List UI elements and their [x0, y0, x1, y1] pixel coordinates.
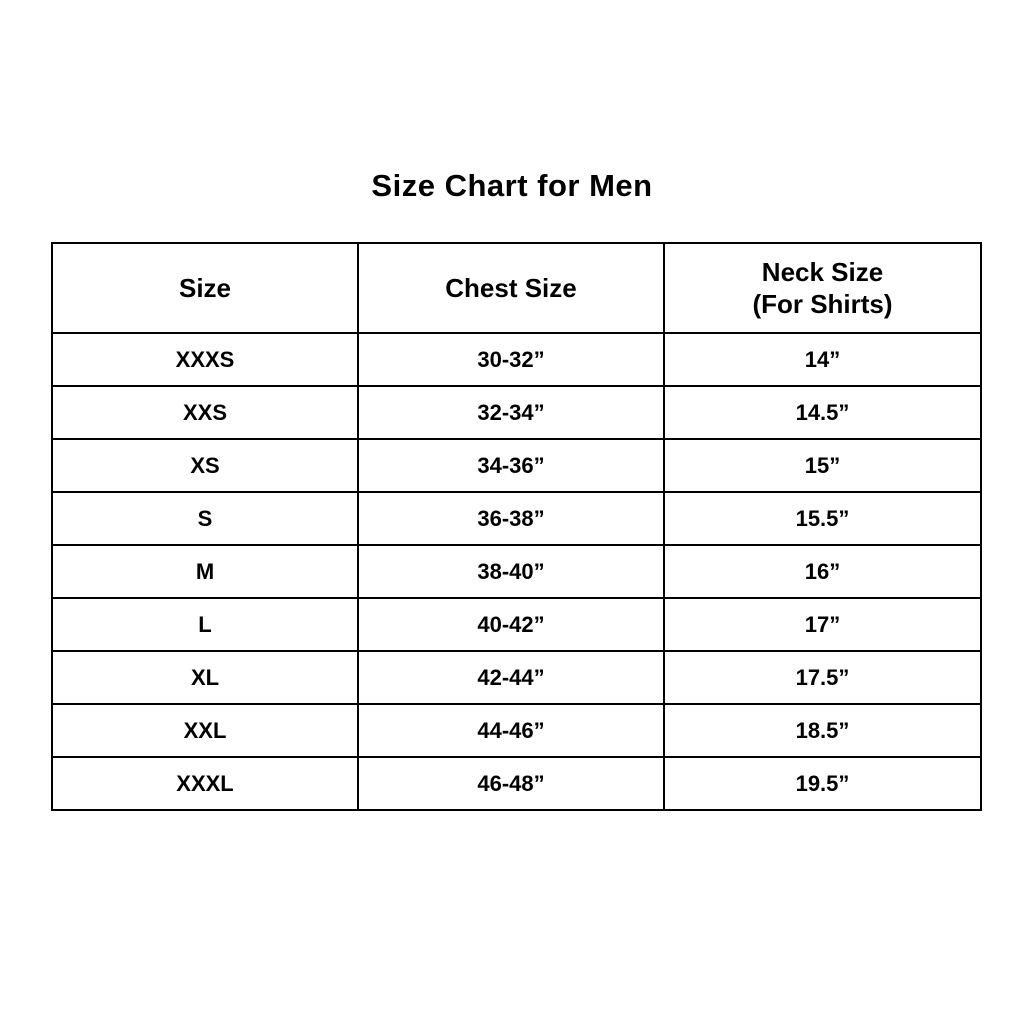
size-cell: XXL	[52, 704, 358, 757]
table-row	[52, 651, 981, 704]
neck-size-cell: 14.5”	[664, 386, 981, 439]
table-row	[52, 704, 981, 757]
table-row	[52, 757, 981, 810]
table-row	[52, 598, 981, 651]
chest-size-cell: 32-34”	[358, 386, 664, 439]
column-header-chest-label: Chest Size	[445, 272, 577, 303]
chest-size-cell: 34-36”	[358, 439, 664, 492]
column-header-neck-label-line1: Neck Size	[761, 256, 884, 287]
column-header-size	[52, 243, 358, 333]
size-cell: L	[52, 598, 358, 651]
chest-size-cell: 36-38”	[358, 492, 664, 545]
chest-size-cell: 30-32”	[358, 333, 664, 386]
neck-size-cell: 15.5”	[664, 492, 981, 545]
neck-size-cell: 19.5”	[664, 757, 981, 810]
neck-size-cell: 18.5”	[664, 704, 981, 757]
chest-size-cell: 44-46”	[358, 704, 664, 757]
size-cell: S	[52, 492, 358, 545]
table-row	[52, 545, 981, 598]
column-header-chest	[358, 243, 664, 333]
size-cell: XXXL	[52, 757, 358, 810]
neck-size-cell: 17”	[664, 598, 981, 651]
size-cell: XL	[52, 651, 358, 704]
column-header-neck-label-line2: (For Shirts)	[752, 289, 893, 319]
size-cell: XXS	[52, 386, 358, 439]
chest-size-cell: 40-42”	[358, 598, 664, 651]
size-cell: XXXS	[52, 333, 358, 386]
table-row	[52, 333, 981, 386]
table-header-row	[52, 243, 981, 333]
neck-size-cell: 17.5”	[664, 651, 981, 704]
size-cell: M	[52, 545, 358, 598]
table-row	[52, 492, 981, 545]
chest-size-cell: 46-48”	[358, 757, 664, 810]
table-row	[52, 439, 981, 492]
chest-size-cell: 42-44”	[358, 651, 664, 704]
neck-size-cell: 16”	[664, 545, 981, 598]
size-cell: XS	[52, 439, 358, 492]
neck-size-cell: 14”	[664, 333, 981, 386]
table-row	[52, 386, 981, 439]
page-title: Size Chart for Men	[371, 168, 653, 203]
column-header-neck	[664, 243, 981, 333]
column-header-size-label: Size	[178, 272, 232, 303]
chest-size-cell: 38-40”	[358, 545, 664, 598]
neck-size-cell: 15”	[664, 439, 981, 492]
size-chart-table	[51, 242, 982, 811]
